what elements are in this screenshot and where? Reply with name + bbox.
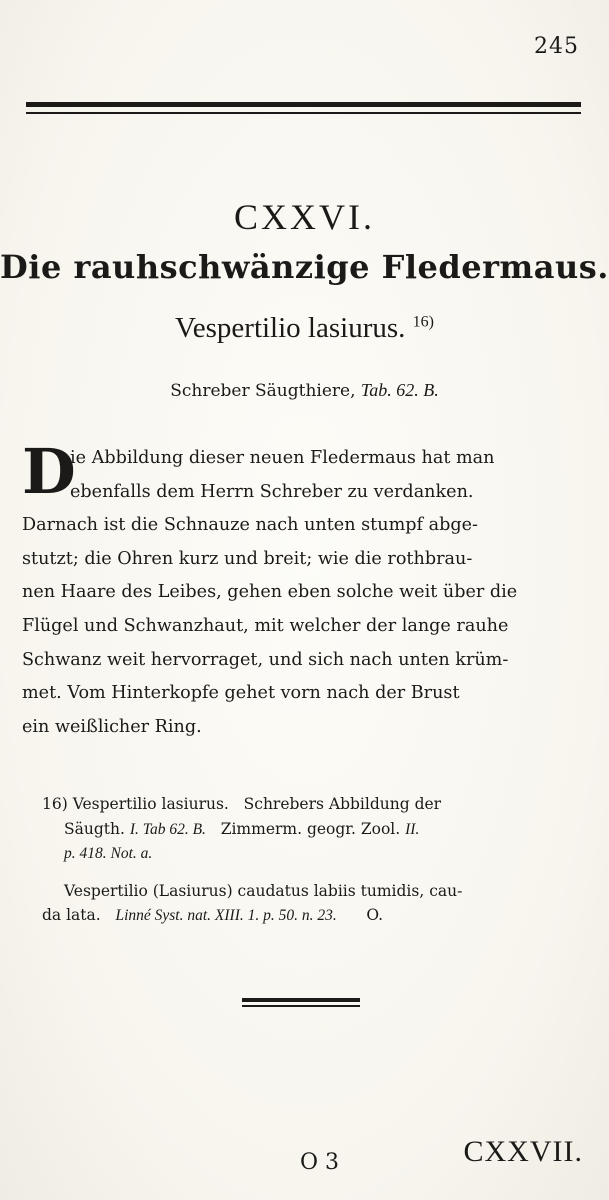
latin-species-name [0, 312, 609, 345]
drop-cap: D [22, 435, 76, 508]
latin-name-text: Vespertilio lasiurus. [175, 312, 406, 344]
footnote-latin: Vespertilio lasiurus. [72, 795, 229, 813]
source-reference [0, 380, 609, 401]
header-double-rule [26, 102, 581, 118]
body-line: ie Abbildung dieser neuen Fledermaus hat man [70, 448, 495, 468]
body-line: ein weißlicher Ring. [22, 716, 202, 737]
reference-plate: Tab. 62. B. [360, 380, 439, 400]
footnote-page: p. 418. Not. a. [64, 845, 153, 862]
header-rule-thick [26, 102, 581, 107]
footnote-text: Vespertilio (Lasiurus) caudatus labiis tumidis, cau- [64, 881, 463, 900]
chapter-number: CXXVI. [234, 197, 375, 237]
header-rule-thin [26, 112, 581, 114]
footnote-author-mark: O. [366, 906, 384, 924]
body-line: Schwanz weit hervorraget, und sich nach unten krüm- [22, 649, 509, 670]
end-rule-thick [242, 998, 360, 1002]
body-paragraph [22, 435, 584, 744]
reference-source: Schreber Säugthiere, [170, 381, 356, 401]
footnote-reference: 16) [412, 313, 434, 331]
body-line: nen Haare des Leibes, gehen eben solche weit über die [22, 582, 518, 603]
footnote-citation: Linné Syst. nat. XIII. 1. p. 50. n. 23. [115, 907, 337, 924]
body-line: Flügel und Schwanzhaut, mit welcher der lange rauhe [22, 615, 509, 636]
chapter-title: Die rauhschwänzige Fledermaus. [0, 248, 609, 286]
footnote-text: da lata. [42, 906, 101, 924]
footnote-marker: 16) [42, 795, 68, 813]
footnotes [42, 792, 587, 928]
footnote-line [42, 792, 587, 817]
end-rule-thin [242, 1005, 360, 1007]
page-number: 245 [534, 34, 579, 59]
footnote-line [42, 879, 587, 904]
body-line: met. Vom Hinterkopfe gehet vorn nach der Brust [22, 683, 460, 704]
catchword: CXXVII. [463, 1135, 583, 1168]
footnote-plate: I. Tab 62. B. [129, 820, 206, 838]
body-line: stutzt; die Ohren kurz und breit; wie die rothbrau- [22, 548, 473, 569]
footnote-text: Säugth. [64, 819, 125, 838]
footnote-line [42, 817, 587, 842]
footnote-line [42, 841, 587, 866]
footnote-text: Schrebers Abbildung der [243, 795, 442, 813]
signature-mark: O 3 [300, 1150, 340, 1175]
footnote-text: Zimmerm. geogr. Zool. [220, 819, 401, 838]
footnote-line [42, 903, 587, 928]
body-line: Darnach ist die Schnauze nach unten stumpf abge- [22, 515, 478, 536]
footnote-volume: II. [405, 820, 420, 838]
end-double-rule [242, 998, 360, 1008]
body-line: ebenfalls dem Herrn Schreber zu verdanken. [70, 481, 474, 502]
